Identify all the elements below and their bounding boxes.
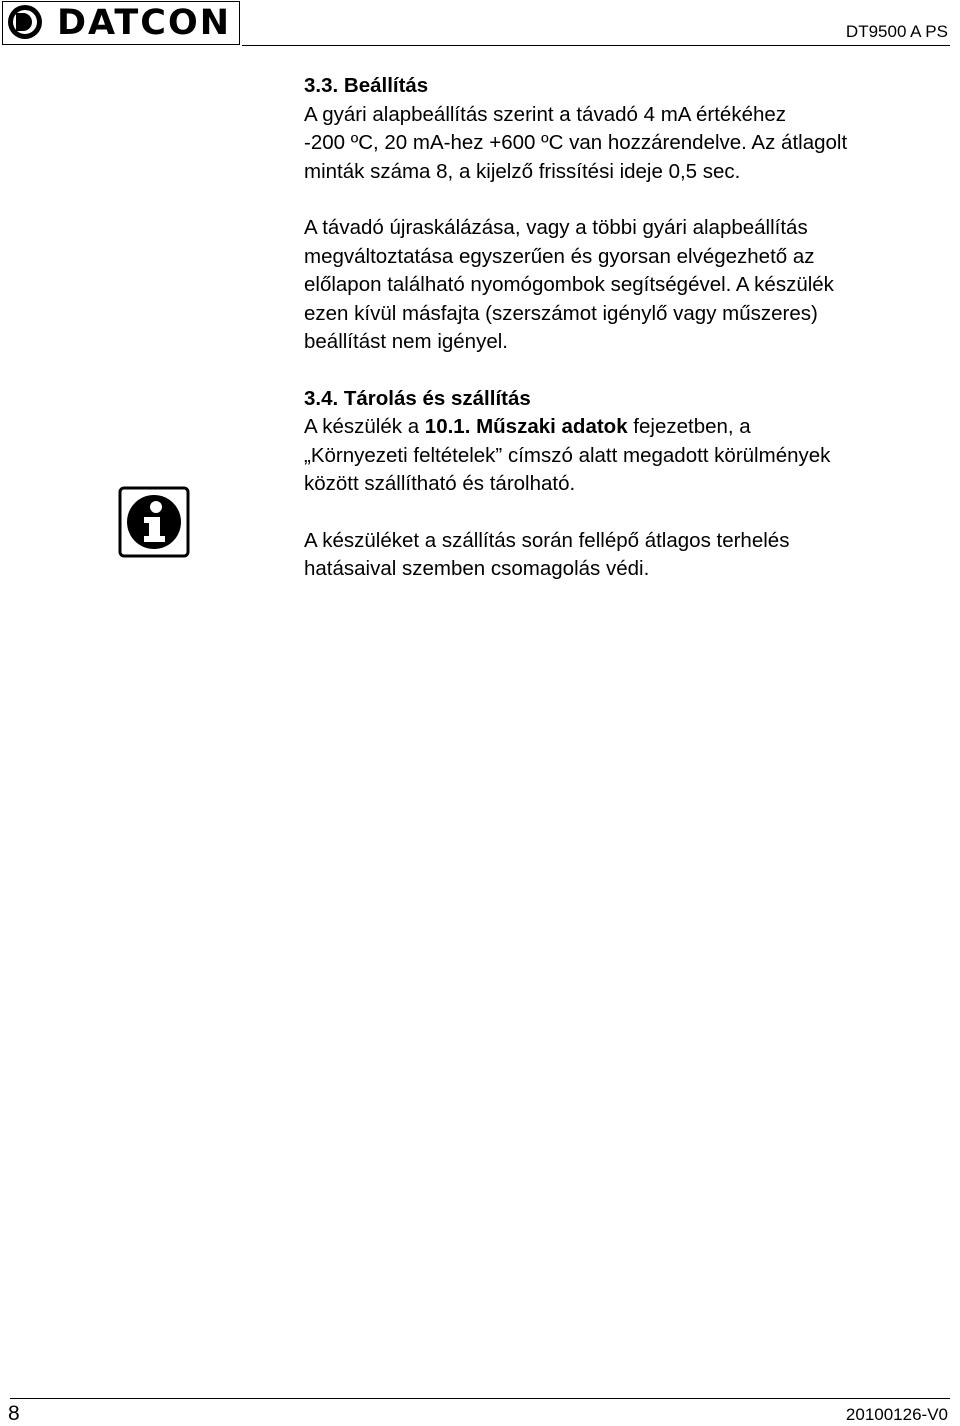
document-code: DT9500 A PS	[845, 22, 948, 41]
main-content	[304, 72, 960, 584]
section-heading-3-3: 3.3. Beállítás	[304, 74, 429, 97]
text-run: fejezetben, a	[627, 415, 751, 438]
paragraph-line: ezen kívül másfajta (szerszámot igénylő vagy műszeres)	[304, 301, 818, 325]
page-header	[0, 0, 960, 50]
paragraph-line: hatásaival szemben csomagolás védi.	[304, 557, 650, 580]
page-number: 8	[8, 1402, 20, 1425]
info-icon	[118, 486, 190, 558]
footer-rule	[10, 1398, 950, 1399]
paragraph-line: előlapon található nyomógombok segítségével. A készülék	[304, 273, 834, 296]
paragraph-line	[304, 413, 960, 442]
datcon-logo	[2, 1, 240, 45]
text-run: A készülék a	[304, 415, 425, 438]
paragraph-line: A gyári alapbeállítás szerint a távadó 4 mA értékéhez	[304, 102, 787, 126]
header-rule	[242, 45, 950, 46]
paragraph-line: -200 ºC, 20 mA-hez +600 ºC van hozzárendelve. Az átlagolt	[304, 131, 848, 154]
paragraph-line: beállítást nem igényel.	[304, 330, 508, 353]
paragraph-line: „Környezeti feltételek” címszó alatt megadott körülmények	[304, 443, 831, 467]
paragraph-line: között szállítható és tárolható.	[304, 472, 576, 495]
brand-name: DATCON	[57, 3, 232, 43]
section-heading-3-4: 3.4. Tárolás és szállítás	[304, 386, 531, 410]
paragraph-line: A távadó újraskálázása, vagy a többi gyári alapbeállítás	[304, 216, 808, 239]
paragraph-line: minták száma 8, a kijelző frissítési ideje 0,5 sec.	[304, 159, 741, 183]
section-reference: 10.1. Műszaki adatok	[424, 415, 628, 438]
revision-code: 20100126-V0	[845, 1405, 948, 1424]
paragraph-line: A készüléket a szállítás során fellépő átlagos terhelés	[304, 528, 790, 552]
paragraph-line: megváltoztatása egyszerűen és gyorsan elvégezhető az	[304, 244, 815, 268]
datcon-logo-icon	[5, 1, 49, 45]
